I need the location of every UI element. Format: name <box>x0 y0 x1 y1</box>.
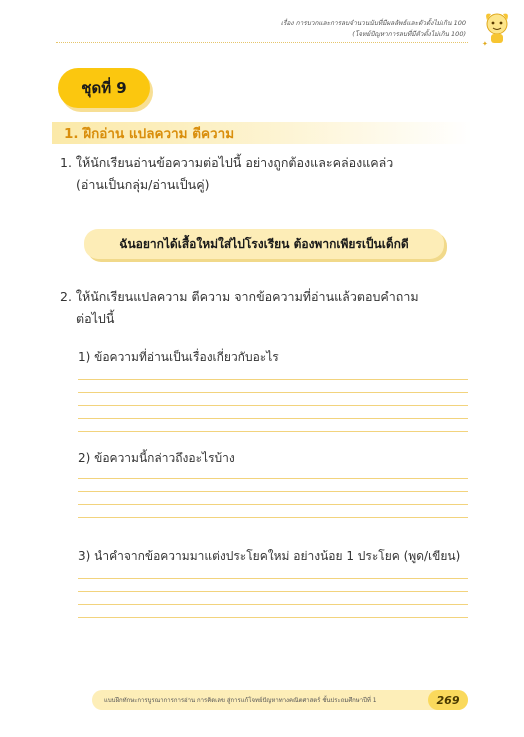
cartoon-mascot-icon <box>478 8 516 48</box>
answer-line <box>78 591 468 592</box>
header-divider <box>56 42 468 43</box>
svg-text:✦: ✦ <box>482 40 488 48</box>
answer-line <box>78 392 468 393</box>
question-2-line1: 2. ให้นักเรียนแปลความ ตีความ จากข้อความที่อ่านแล้วตอบคำถาม <box>60 289 419 304</box>
section-title: 1. ฝึกอ่าน แปลความ ตีความ <box>64 126 235 142</box>
answer-line <box>78 617 468 618</box>
header-topic-line: เรื่อง การบวกและการลบจำนวนนับที่มีผลลัพธ์และตัวตั้งไม่เกิน 100 <box>280 19 466 27</box>
question-1 <box>60 152 478 196</box>
footer-book-title: แบบฝึกทักษะการบูรณาการการอ่าน การคิดเลข สู่การแก้โจทย์ปัญหาทางคณิตศาสตร์ ชั้นประถมศึกษาปีที่ 1 <box>104 697 377 704</box>
section-heading <box>52 122 472 144</box>
page-footer <box>92 690 468 710</box>
question-1-line1: 1. ให้นักเรียนอ่านข้อความต่อไปนี้ อย่างถูกต้องและคล่องแคล่ว <box>60 155 394 170</box>
answer-line <box>78 491 468 492</box>
answer-line <box>78 478 468 479</box>
header-subtopic-line: (โจทย์ปัญหาการลบที่มีตัวตั้งไม่เกิน 100) <box>352 30 466 38</box>
answer-line <box>78 418 468 419</box>
question-1-line2: (อ่านเป็นกลุ่ม/อ่านเป็นคู่) <box>76 177 210 192</box>
answer-line <box>78 604 468 605</box>
page-header <box>281 18 466 40</box>
question-2 <box>60 286 478 330</box>
answer-line <box>78 517 468 518</box>
answer-line <box>78 578 468 579</box>
page-number: 269 <box>428 690 468 710</box>
answer-lines-1[interactable] <box>78 379 468 444</box>
subquestion-1: 1) ข้อความที่อ่านเป็นเรื่องเกี่ยวกับอะไร <box>78 350 279 364</box>
subquestion-2: 2) ข้อความนี้กล่าวถึงอะไรบ้าง <box>78 451 235 465</box>
set-number-badge: ชุดที่ 9 <box>58 68 150 108</box>
subquestion-3: 3) นำคำจากข้อความมาแต่งประโยคใหม่ อย่างน้อย 1 ประโยค (พูด/เขียน) <box>78 549 461 563</box>
answer-lines-2[interactable] <box>78 478 468 530</box>
answer-line <box>78 431 468 432</box>
answer-lines-3[interactable] <box>78 578 468 630</box>
answer-line <box>78 379 468 380</box>
reading-passage: ฉันอยากได้เสื้อใหม่ใส่ไปโรงเรียน ต้องพากเพียรเป็นเด็กดี <box>84 229 444 259</box>
question-2-line2: ต่อไปนี้ <box>76 311 115 326</box>
answer-line <box>78 405 468 406</box>
answer-line <box>78 504 468 505</box>
